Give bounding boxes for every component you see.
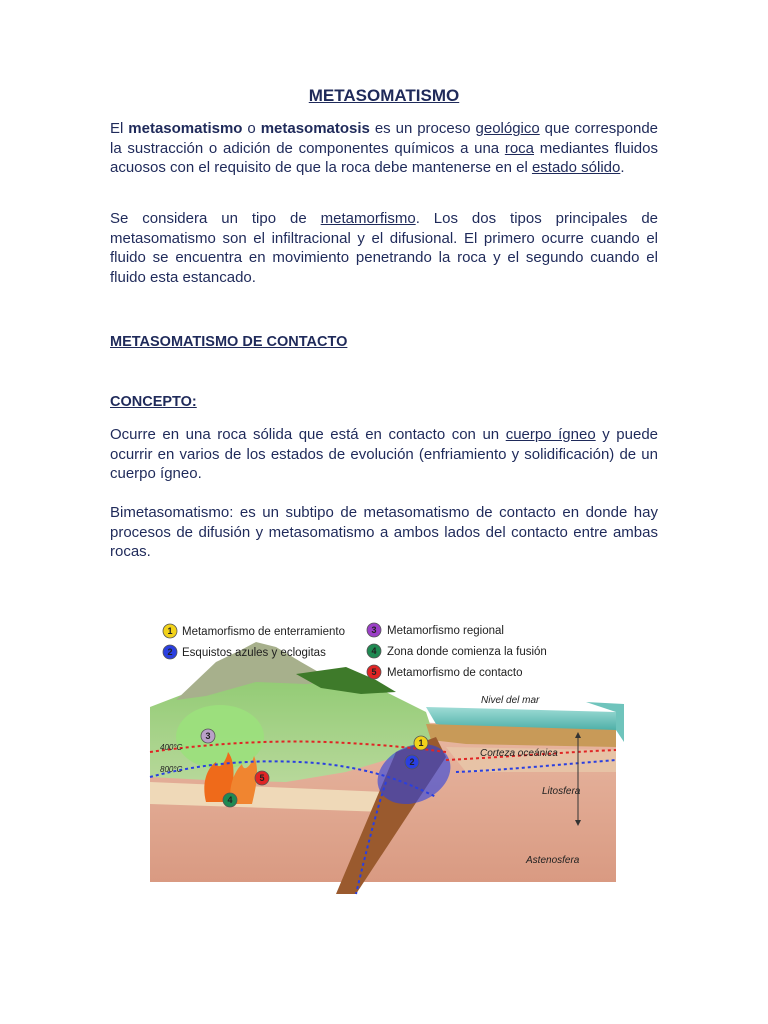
term-metasomatosis: metasomatosis — [260, 120, 370, 137]
link-metamorfismo[interactable]: metamorfismo — [320, 210, 416, 227]
diagram-svg — [146, 612, 624, 902]
link-roca[interactable]: roca — [504, 139, 535, 157]
legend-label-4: Zona donde comienza la fusión — [387, 646, 547, 658]
legend-label-1: Metamorfismo de enterramiento — [182, 626, 345, 638]
legend-label-2: Esquistos azules y eclogitas — [182, 647, 326, 659]
text: Ocurre en una roca sólida que está en contacto con un — [110, 426, 506, 443]
legend-label-5: Metamorfismo de contacto — [387, 667, 523, 679]
marker-1-num: 1 — [418, 738, 424, 748]
marker-5-num: 5 — [259, 773, 265, 783]
bimetasomatismo-paragraph: Bimetasomatismo: es un subtipo de metasomatismo de contacto en donde hay procesos de difusión y metasomatismo a ambos lados del contacto entre ambas rocas. — [110, 504, 658, 560]
intro-paragraph-1 — [110, 119, 658, 178]
label-asthenosphere: Astenosfera — [526, 855, 580, 866]
legend-label-3: Metamorfismo regional — [387, 625, 504, 637]
link-cuerpo-igneo[interactable]: cuerpo ígneo — [505, 426, 596, 443]
section-subheading: CONCEPTO: — [110, 394, 197, 410]
text: El — [110, 120, 129, 137]
regional-zone — [176, 705, 264, 769]
concept-paragraph — [110, 425, 658, 484]
link-geologico[interactable]: geológico — [475, 120, 540, 137]
text: mediantes fluidos acuosos con el requisito de que la roca debe mantenerse en el — [110, 139, 658, 176]
geology-diagram — [146, 612, 624, 902]
text: que corresponde la sustracción o adición de componentes químicos a una — [110, 120, 658, 157]
term-metasomatismo: metasomatismo — [128, 120, 243, 137]
marker-2-num: 2 — [409, 757, 415, 767]
label-isotherm-800: 800°C — [160, 765, 183, 774]
link-estado-solido[interactable]: estado sólido — [531, 159, 621, 176]
text: y puede ocurrir en varios de los estados de evolución (enfriamiento y solidificación) de un cuerpo ígneo. — [110, 426, 658, 482]
legend-num-4: 4 — [371, 646, 377, 656]
marker-4-num: 4 — [227, 795, 233, 805]
legend-num-3: 3 — [371, 625, 377, 635]
text: . Los dos tipos principales de metasomatismo son el infiltracional y el difusional. El primero ocurre cuando el fluido se encuentra en movimiento penetrando la roca y el segundo cuando el fluido esta estancado. — [110, 210, 659, 286]
legend-num-2: 2 — [167, 647, 173, 657]
label-oceanic-crust: Corteza oceánica — [480, 748, 558, 759]
page-title: METASOMATISMO — [308, 86, 460, 105]
marker-3-num: 3 — [205, 731, 211, 741]
label-sea-level: Nivel del mar — [481, 695, 540, 706]
label-isotherm-400: 400°C — [160, 743, 183, 752]
text: . — [620, 159, 625, 176]
legend-num-5: 5 — [371, 667, 377, 677]
legend-num-1: 1 — [167, 626, 173, 636]
text: Se considera un tipo de — [110, 210, 321, 227]
label-lithosphere: Litosfera — [542, 786, 581, 797]
text: es un proceso — [369, 120, 476, 137]
text: o — [242, 120, 261, 137]
intro-paragraph-2 — [110, 209, 658, 287]
section-heading: METASOMATISMO DE CONTACTO — [110, 334, 348, 350]
